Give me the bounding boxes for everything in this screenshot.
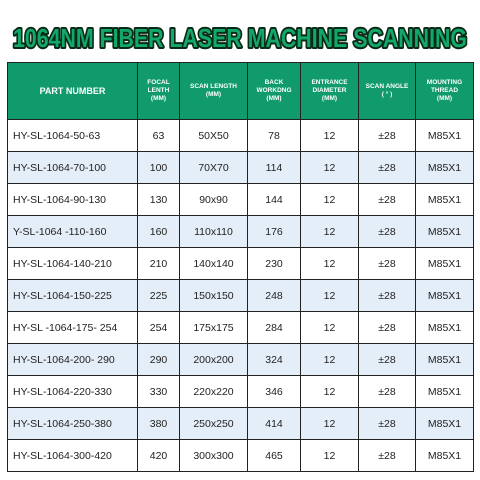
- cell-mounting-thread: M85X1: [416, 376, 474, 408]
- cell-focal-length: 380: [138, 408, 180, 440]
- cell-scan-angle: ±28: [359, 120, 416, 152]
- table-row: [8, 344, 474, 376]
- cell-scan-length: 300x300: [180, 440, 248, 472]
- cell-scan-angle: ±28: [359, 344, 416, 376]
- header-unit: (MM): [266, 95, 282, 102]
- cell-focal-length: 254: [138, 312, 180, 344]
- table-row: [8, 312, 474, 344]
- cell-entrance-diameter: 12: [301, 280, 359, 312]
- cell-back-working: 465: [248, 440, 301, 472]
- cell-scan-length: 140x140: [180, 248, 248, 280]
- cell-back-working: 114: [248, 152, 301, 184]
- cell-mounting-thread: M85X1: [416, 120, 474, 152]
- cell-scan-angle: ±28: [359, 184, 416, 216]
- header-label: FOCAL LENTH: [147, 79, 170, 94]
- cell-focal-length: 290: [138, 344, 180, 376]
- table-header-row: [8, 63, 474, 120]
- cell-focal-length: 210: [138, 248, 180, 280]
- cell-scan-length: 90x90: [180, 184, 248, 216]
- cell-scan-length: 250x250: [180, 408, 248, 440]
- header-label: SCAN ANGLE: [365, 83, 409, 90]
- cell-scan-length: 50X50: [180, 120, 248, 152]
- cell-mounting-thread: M85X1: [416, 248, 474, 280]
- header-scan-angle: [359, 63, 416, 120]
- header-entrance-diameter: [301, 63, 359, 120]
- cell-scan-angle: ±28: [359, 216, 416, 248]
- cell-focal-length: 330: [138, 376, 180, 408]
- cell-scan-length: 200x200: [180, 344, 248, 376]
- header-focal-length: [138, 63, 180, 120]
- table-row: [8, 120, 474, 152]
- cell-back-working: 346: [248, 376, 301, 408]
- cell-scan-length: 110x110: [180, 216, 248, 248]
- cell-part-number: HY-SL-1064-300-420: [8, 440, 138, 472]
- title-graphic: [5, 14, 475, 58]
- cell-entrance-diameter: 12: [301, 376, 359, 408]
- cell-entrance-diameter: 12: [301, 344, 359, 376]
- cell-back-working: 230: [248, 248, 301, 280]
- page-title: [0, 14, 480, 58]
- cell-part-number: HY-SL -1064-175- 254: [8, 312, 138, 344]
- title-text: 1064NM FIBER LASER MACHINE SCANNING: [13, 23, 467, 53]
- cell-focal-length: 63: [138, 120, 180, 152]
- cell-part-number: HY-SL-1064-200- 290: [8, 344, 138, 376]
- cell-back-working: 284: [248, 312, 301, 344]
- cell-back-working: 414: [248, 408, 301, 440]
- cell-focal-length: 420: [138, 440, 180, 472]
- table-row: [8, 248, 474, 280]
- cell-scan-angle: ±28: [359, 376, 416, 408]
- cell-part-number: HY-SL-1064-90-130: [8, 184, 138, 216]
- cell-entrance-diameter: 12: [301, 120, 359, 152]
- cell-mounting-thread: M85X1: [416, 216, 474, 248]
- header-label: ENTRANCE DIAMETER: [311, 79, 348, 94]
- cell-scan-angle: ±28: [359, 440, 416, 472]
- cell-part-number: HY-SL-1064-70-100: [8, 152, 138, 184]
- header-label: SCAN LENGTH: [190, 83, 237, 90]
- cell-back-working: 144: [248, 184, 301, 216]
- cell-scan-length: 150x150: [180, 280, 248, 312]
- table-row: [8, 440, 474, 472]
- cell-part-number: HY-SL-1064-250-380: [8, 408, 138, 440]
- cell-entrance-diameter: 12: [301, 248, 359, 280]
- cell-scan-angle: ±28: [359, 152, 416, 184]
- cell-mounting-thread: M85X1: [416, 408, 474, 440]
- header-unit: (MM): [205, 91, 222, 98]
- header-label: MOUNTING THREAD: [426, 79, 463, 94]
- cell-part-number: HY-SL-1064-50-63: [8, 120, 138, 152]
- cell-entrance-diameter: 12: [301, 312, 359, 344]
- cell-part-number: HY-SL-1064-150-225: [8, 280, 138, 312]
- header-part-number: [8, 63, 138, 120]
- table-body: [8, 120, 474, 472]
- cell-scan-length: 220x220: [180, 376, 248, 408]
- cell-scan-length: 70X70: [180, 152, 248, 184]
- cell-mounting-thread: M85X1: [416, 344, 474, 376]
- table-row: [8, 408, 474, 440]
- spec-table-wrap: [7, 62, 473, 466]
- cell-focal-length: 225: [138, 280, 180, 312]
- cell-focal-length: 100: [138, 152, 180, 184]
- header-unit: (MM): [436, 95, 453, 102]
- cell-scan-angle: ±28: [359, 312, 416, 344]
- cell-scan-angle: ±28: [359, 408, 416, 440]
- cell-mounting-thread: M85X1: [416, 312, 474, 344]
- cell-back-working: 324: [248, 344, 301, 376]
- table-row: [8, 280, 474, 312]
- header-unit: (MM): [321, 95, 338, 102]
- cell-mounting-thread: M85X1: [416, 280, 474, 312]
- cell-focal-length: 130: [138, 184, 180, 216]
- header-unit: (MM): [150, 95, 167, 102]
- cell-back-working: 248: [248, 280, 301, 312]
- table-row: [8, 184, 474, 216]
- cell-focal-length: 160: [138, 216, 180, 248]
- cell-mounting-thread: M85X1: [416, 184, 474, 216]
- cell-part-number: HY-SL-1064-220-330: [8, 376, 138, 408]
- cell-back-working: 78: [248, 120, 301, 152]
- header-back-working: [248, 63, 301, 120]
- cell-entrance-diameter: 12: [301, 184, 359, 216]
- table-row: [8, 216, 474, 248]
- cell-entrance-diameter: 12: [301, 440, 359, 472]
- cell-entrance-diameter: 12: [301, 152, 359, 184]
- cell-scan-length: 175x175: [180, 312, 248, 344]
- header-mounting-thread: [416, 63, 474, 120]
- spec-table: [7, 62, 474, 472]
- cell-mounting-thread: M85X1: [416, 440, 474, 472]
- header-label: BACK WORKDNG: [256, 79, 292, 94]
- cell-part-number: Y-SL-1064 -110-160: [8, 216, 138, 248]
- cell-scan-angle: ±28: [359, 280, 416, 312]
- cell-entrance-diameter: 12: [301, 408, 359, 440]
- cell-back-working: 176: [248, 216, 301, 248]
- header-label: PART NUMBER: [39, 86, 106, 96]
- cell-entrance-diameter: 12: [301, 216, 359, 248]
- header-scan-length: [180, 63, 248, 120]
- table-row: [8, 376, 474, 408]
- table-row: [8, 152, 474, 184]
- cell-scan-angle: ±28: [359, 248, 416, 280]
- cell-part-number: HY-SL-1064-140-210: [8, 248, 138, 280]
- header-unit: ( ° ): [381, 91, 393, 98]
- cell-mounting-thread: M85X1: [416, 152, 474, 184]
